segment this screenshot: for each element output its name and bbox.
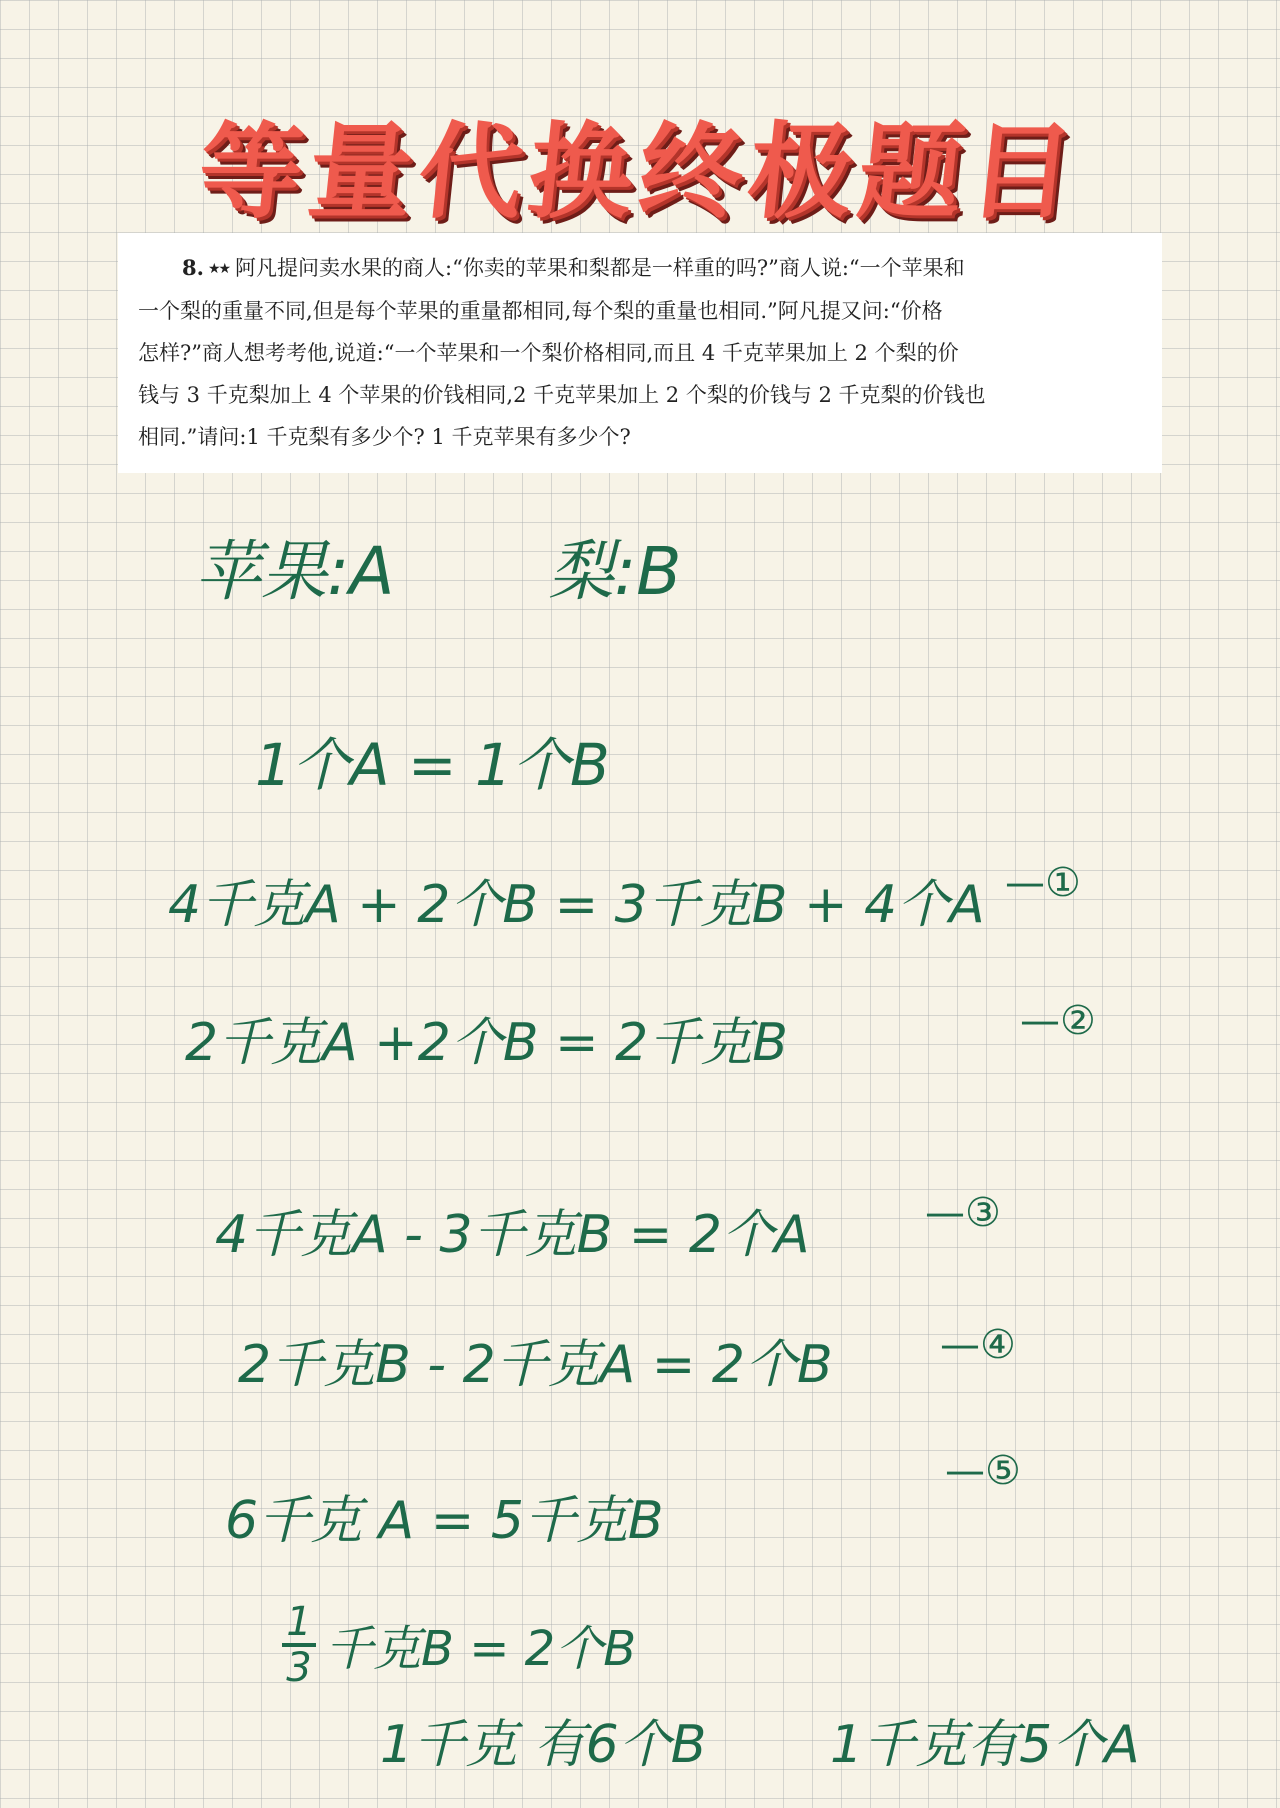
equation-5: 6千克 A = 5千克B [225, 1491, 664, 1551]
equation-1: 4千克A + 2个B = 3千克B + 4个A [168, 875, 985, 935]
problem-line [138, 247, 1142, 290]
difficulty-stars: ★★ [207, 261, 230, 277]
pear-definition: 梨:B [548, 533, 682, 610]
equation-5-label: —⑤ [945, 1448, 1021, 1494]
equation-2-label: —② [1020, 998, 1096, 1044]
equation-equal-price: 1个A = 1个B [255, 731, 610, 799]
problem-line: 钱与 3 千克梨加上 4 个苹果的价钱相同,2 千克苹果加上 2 个梨的价钱与 2 千克梨的价钱也 [138, 383, 986, 407]
equation-3: 4千克A - 3千克B = 2个A [215, 1205, 810, 1265]
answer-apple: 1千克有5个A [830, 1715, 1140, 1775]
equation-1-label: —① [1005, 860, 1081, 906]
problem-text: 阿凡提问卖水果的商人:“你卖的苹果和梨都是一样重的吗?”商人说:“一个苹果和 [235, 256, 965, 280]
equation-2: 2千克A +2个B = 2千克B [185, 1013, 788, 1073]
page-title: 等量代换终极题目 [192, 111, 1086, 233]
problem-line: 怎样?”商人想考考他,说道:“一个苹果和一个梨价格相同,而且 4 千克苹果加上 2 个梨的价 [138, 341, 959, 365]
problem-number: 8. [182, 255, 204, 280]
equation-6: 千克B = 2个B [325, 1621, 637, 1677]
fraction-denominator: 3 [286, 1645, 312, 1691]
equation-4-label: —④ [940, 1322, 1016, 1368]
problem-box [118, 233, 1162, 473]
equation-4: 2千克B - 2千克A = 2个B [238, 1335, 833, 1395]
equation-3-label: —③ [925, 1190, 1001, 1236]
fraction-numerator: 1 [286, 1599, 312, 1645]
problem-line: 一个梨的重量不同,但是每个苹果的重量都相同,每个梨的重量也相同.”阿凡提又问:“价格 [138, 299, 943, 323]
apple-definition: 苹果:A [195, 533, 395, 610]
fraction-one-third [282, 1599, 316, 1691]
problem-line: 相同.”请问:1 千克梨有多少个? 1 千克苹果有多少个? [138, 425, 631, 449]
answer-pear: 1千克 有6个B [380, 1715, 707, 1775]
